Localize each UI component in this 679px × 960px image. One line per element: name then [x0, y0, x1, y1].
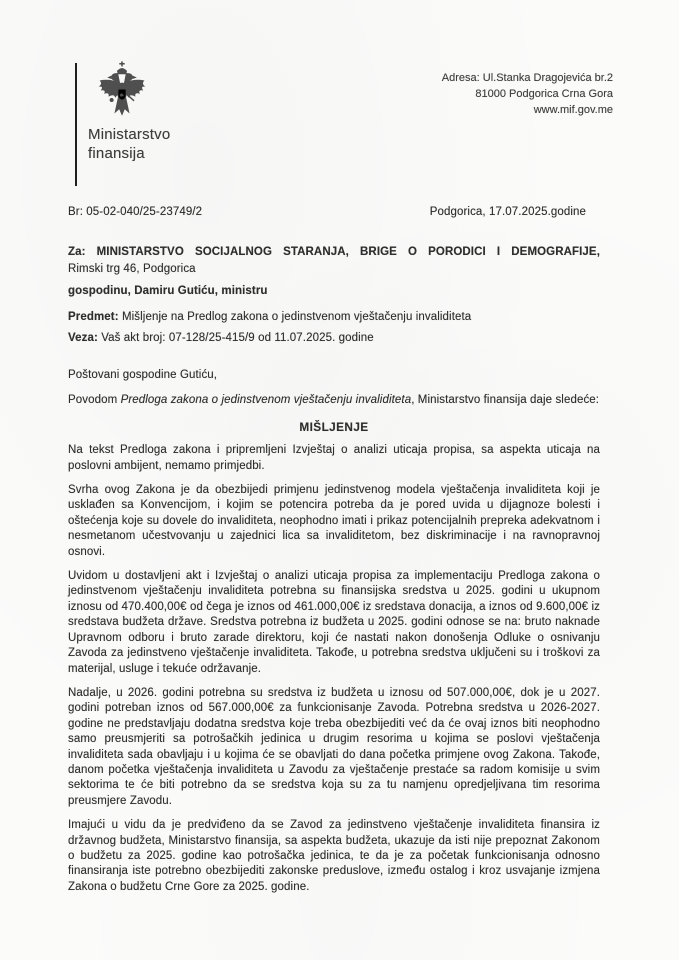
salutation: Poštovani gospodine Gutiću,: [68, 369, 218, 382]
intro-law-title: Predloga zakona o jedinstvenom vještačenju invaliditeta: [120, 393, 412, 406]
opinion-paragraph-2: Svrha ovog Zakona je da obezbijedi primjenu jedinstvenog modela vještačenja invaliditeta koji je usklađen sa Konvencijom, i kojim se potencira potreba da je pored uvida u dijagnoze bolesti i oštećenja koje su dovele do invaliditeta, neophodno imati i prikaz potencijalnih prepreka adekvatnom i nesmetanom učestvovanju u zajednici lica sa invaliditetom, bez diskriminacije i na ravnopravnoj osnovi.: [68, 484, 600, 558]
recipient-person: gospodinu, Damiru Gutiću, ministru: [68, 285, 268, 297]
place-date: Podgorica, 17.07.2025.godine: [429, 206, 586, 218]
opinion-paragraph-1: Na tekst Predloga zakona i pripremljeni Izvještaj o analizi uticaja propisa, sa aspekta uticaja na poslovni ambijent, nemamo primjedbi.: [68, 444, 600, 472]
reference-note-text: Vaš akt broj: 07-128/25-415/9 od 11.07.2025. godine: [101, 332, 374, 345]
reference-number: Br: 05-02-040/25-23749/2: [68, 206, 203, 218]
letter-body: [68, 205, 600, 895]
ministry-name-line2: finansija: [88, 144, 145, 162]
address-block: [442, 70, 613, 118]
intro-prefix: Povodom: [68, 393, 121, 406]
reference-note-line: [68, 330, 600, 346]
address-street: Adresa: Ul.Stanka Dragojevića br.2: [441, 72, 613, 84]
subject-label: Predmet:: [68, 311, 119, 324]
intro-suffix: , Ministarstvo finansija daje sledeće:: [411, 393, 600, 406]
ministry-name: [88, 126, 170, 163]
letterhead-vertical-rule: [75, 63, 77, 186]
recipient-block: [68, 244, 600, 278]
recipient-to-line: Za: MINISTARSTVO SOCIJALNOG STARANJA, BRIGE O PORODICI I DEMOGRAFIJE,: [68, 246, 600, 259]
opinion-paragraph-5: Imajući u vidu da je predviđeno da se Zavod za jedinstveno vještačenje invaliditeta finansira iz državnog budžeta, Ministarstvo finansija, sa aspekta budžeta, ukazuje da isti nije prepoznat Zakonom o budžetu za 2025. godine kao potrošačka jedinica, te da je za početak funkcionisanja odnosno finansiranja iste potrebno obezbijediti zakonske preduslove, između ostalog i kroz usvajanje izmjena Zakona o budžetu Crne Gore za 2025. godine.: [68, 819, 600, 893]
opinion-paragraph-4: Nadalje, u 2026. godini potrebna su sredstva iz budžeta u iznosu od 507.000,00€, dok je u 2027. godini potreban iznos od 567.000,00€ za funkcionisanje Zavoda. Potrebna sredstva u 2026-2027. godine ne predstavljaju dodatna sredstva koje treba obezbijediti već da će ovaj iznos biti neophodno samo preusmjeriti sa potrošačkih jedinica u drugim resorima u kojima se poslovi vještačenja invaliditeta sada obavljaju i u kojima će se obavljati do dana početka primjene ovog Zakona. Takođe, danom početka vještačenja invaliditeta u Zavodu za vještačenje prestaće sa radom komisije u svim sektorima te će biti potrebno da se sredstva koja su za tu namjenu opredjeljivana tim resorima preusmjere Zavodu.: [68, 686, 600, 807]
subject-line: [68, 309, 600, 325]
intro-paragraph: [68, 391, 600, 409]
opinion-paragraph-3: Uvidom u dostavljeni akt i Izvještaj o analizi uticaja propisa za implementaciju Predloga zakona o jedinstvenom vještačenju invaliditeta potrebna su finansijska sredstva u 2025. godini u ukupnom iznosu od 470.400,00€ od čega je iznos od 461.000,00€ iz sredstava donacija, a iznos od 9.600,00€ iz sredstava budžeta države. Sredstva potrebna iz budžeta u 2025. godini odnose se na: bruto naknade Upravnom odboru i bruto zarade direktoru, koji će nastati nakon donošenja Odluke o osnivanju Zavoda za jedinstveno vještačenje invaliditeta. Takođe, u potrebna sredstva uključeni su i troškovi za materijal, usluge i tekuće održavanje.: [68, 570, 600, 675]
opinion-heading: MIŠLJENJE: [299, 419, 369, 434]
reference-note-label: Veza:: [68, 332, 98, 345]
address-website: www.mif.gov.me: [533, 104, 613, 116]
reference-row: [68, 205, 600, 220]
address-city: 81000 Podgorica Crna Gora: [475, 88, 613, 100]
subject-text: Mišljenje na Predlog zakona o jedinstvenom vještačenju invaliditeta: [121, 311, 472, 324]
ministry-name-line1: Ministarstvo: [88, 126, 171, 143]
coat-of-arms-icon: [94, 61, 150, 129]
recipient-address: Rimski trg 46, Podgorica: [68, 263, 196, 276]
